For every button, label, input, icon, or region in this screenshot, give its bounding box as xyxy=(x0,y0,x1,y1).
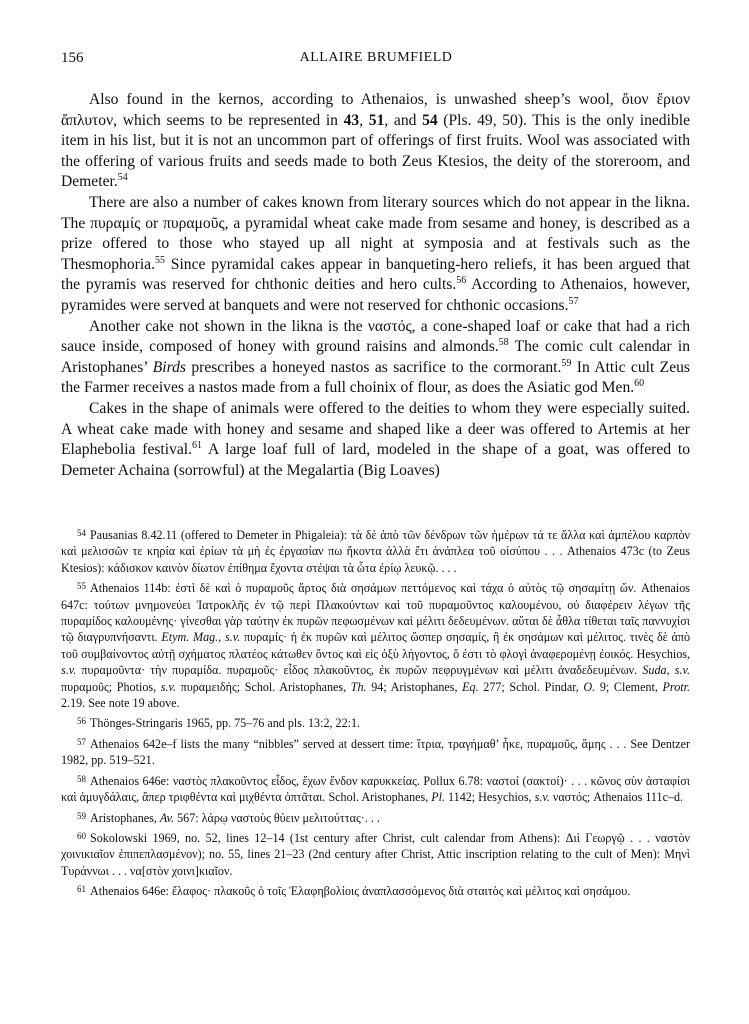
footnote xyxy=(61,734,690,769)
italic-text: O. xyxy=(583,679,596,694)
footnote-number: 54 xyxy=(77,528,86,538)
text-run: Thönges-Stringaris 1965, pp. 75–76 and pls. 13:2, 22:1. xyxy=(90,716,361,731)
bold-text: 43 xyxy=(343,111,360,129)
footnote xyxy=(61,808,690,826)
text-run: 1142; Hesychios, xyxy=(445,790,535,805)
text-run: Another cake not shown in the likna is the ναστός, a cone-shaped loaf or cake that had a rich sauce inside, composed of honey with ground raisins and almonds. xyxy=(61,317,690,356)
text-run: Athenaios 646e: ἔλαφος· πλακοῦς ὁ τοῖς Ἐλαφηβολίοις ἀναπλασσόμενος διὰ σταιτὸς καὶ μέλιτος καὶ σησάμου. xyxy=(90,884,631,899)
text-run: Aristophanes, xyxy=(90,810,160,825)
text-run: A large loaf full of lard, modeled in the shape of a goat, was offered to Demeter Achaina (sorrowful) at the Megalartia (Big Loaves) xyxy=(61,441,690,479)
text-run: πυραμοῦς; Photios, xyxy=(61,679,161,694)
italic-text: Protr. xyxy=(662,679,690,694)
footnotes xyxy=(61,525,690,902)
text-run: πυραμειδής; Schol. Aristophanes, xyxy=(175,679,351,694)
body-paragraph xyxy=(61,90,690,193)
bold-text: 51 xyxy=(368,111,385,129)
text-run: Cakes in the shape of animals were offered to the deities to whom they were especially suited. A wheat cake made with honey and sesame and shaped like a deer was offered to Artemis at her Elaphebolia festival. xyxy=(61,399,690,459)
text-run: According to Athenaios, however, pyramides were served at banquets and were not reserved for chthonic occasions. xyxy=(61,276,691,314)
text-run: In Attic cult Zeus the Farmer receives a nastos made from a full choinix of flour, as does the Asiatic god Men. xyxy=(61,358,690,397)
body-paragraph xyxy=(61,317,690,399)
italic-text: s.v. xyxy=(534,790,550,805)
footnote-number: 55 xyxy=(77,581,86,592)
italic-text: Pl. xyxy=(431,790,446,805)
italic-text: Birds xyxy=(152,358,186,376)
text-run: (Pls. 49, 50). This is the only inedible item in his list, but it is not an uncommon part of offerings of first fruits. Wool was associated with the offering of various fruits and seeds made to both Zeus Ktesios, the deity of the storeroom, and Demeter. xyxy=(61,111,690,191)
text-run: Athenaios 642e–f lists the many “nibbles” served at dessert time: ἴτρια, τραγήμαθ’ ἧκε, πυραμοῦς, ἅμης . . . See Dentzer 1982, pp. 519–521. xyxy=(61,736,690,768)
footnote-number: 57 xyxy=(77,736,86,747)
text-run: 94; Aristophanes, xyxy=(366,679,463,694)
text-run: 277; Schol. Pindar, xyxy=(478,679,584,694)
italic-text: Etym. Mag. xyxy=(161,630,219,645)
text-run: prescribes a honeyed nastos as sacrifice to the cormorant. xyxy=(185,358,562,376)
footnote xyxy=(61,578,690,711)
footnote xyxy=(61,525,690,576)
italic-text: Eq. xyxy=(462,679,479,694)
footnote xyxy=(61,713,690,731)
italic-text: s.v. xyxy=(160,679,176,694)
footnote-number: 61 xyxy=(77,884,86,895)
italic-text: Suda xyxy=(642,663,667,678)
text-run: Athenaios 114b: ἐστὶ δὲ καὶ ὁ πυραμοῦς ἄρτος διὰ σησάμων πεττόμενος καὶ τάχα ὁ αὐτὸς τῷ σησαμίτῃ ὤν. Athenaios 647c: τούτων μνημονεύει Ἰατροκλῆς ἐν τῷ περὶ Πλακούντων καὶ τοῦ πυραμοῦντος καλουμένου, οὐ διαφέρειν λέγων τῆς πυραμίδος καλουμένης· γίνεσθαι γὰρ ταύτην ἐκ πυρῶν πεφωσμένων καὶ μέλιτι δεδευμένων. αὕται δὲ ἆθλα τίθεται ταῖς παννυχίσι τῷ διαγρυπνήσαντι. xyxy=(61,581,690,645)
text-run: 567: λάρῳ ναστοὺς θύειν μελιτούττας·. . . xyxy=(174,810,380,825)
footnote-number: 58 xyxy=(77,773,86,784)
footnote xyxy=(61,771,690,806)
body-paragraph xyxy=(61,193,690,317)
text-run: Sokolowski 1969, no. 52, lines 12–14 (1st century after Christ, cult calendar from Athens): Διὶ Γεωργῷ . . . ναστὸν χοινικιαῖον ἐπιπεπλασμένον); no. 55, lines 21–23 (2nd century after Christ, Attic inscription relating to the cult of Men): Μηνὶ Τυράννωι . . . να[στὸν χοινι]κιαῖον. xyxy=(61,830,690,878)
note-reference: 59 xyxy=(561,357,572,369)
running-head: ALLAIRE BRUMFIELD xyxy=(299,50,453,65)
text-run: πυραμίς· ἡ ἐκ πυρῶν καὶ μέλιτος ὥσπερ σησαμίς, ἢ ἐκ σησάμων καὶ μέλιτος. τινὲς δὲ ἀπὸ τοῦ συμβαίνοντος αὐτῇ σχήματος πλατέος κάτωθεν ὄντος καὶ εἰς ὀξὺ λήγοντος, ὅ ἐστι τὸ φλογὶ ἀναφερομένῃ ἐοικός. Hesychios, xyxy=(61,630,691,661)
note-reference: 56 xyxy=(456,275,467,287)
text-run: 2.19. See note 19 above. xyxy=(61,696,180,711)
note-reference: 61 xyxy=(192,440,203,452)
footnote-number: 59 xyxy=(77,810,86,821)
text-run: There are also a number of cakes known from literary sources which do not appear in the likna. The πυραμίς or πυραμοῦς, a pyramidal wheat cake made from sesame and honey, is described as a prize offered to those who stayed up all night at symposia and at festivals such as the Thesmophoria. xyxy=(61,193,690,273)
page-number: 156 xyxy=(61,50,84,66)
note-reference: 60 xyxy=(634,378,645,390)
text-run: Pausanias 8.42.11 (offered to Demeter in Phigaleia): τὰ δὲ ἀπὸ τῶν δένδρων τῶν ἡμέρων τά τε ἄλλα καὶ ἀμπέλου καρπὸν καὶ μελισσῶν τε κηρία καὶ ἐρίων τὰ μὴ ἐς ἐργασίαν πω ἥκοντα ἀλλὰ ἔτι ἀνάπλεα τοῦ οἰσύπου . . . Athenaios 473c (to Zeus Ktesios): κάδισκον καινὸν δίωτον ἐπίθημα ἔχοντα στέψαι τὰ ὦτα ἐρίῳ λευκῷ. . . . xyxy=(61,528,690,575)
footnote xyxy=(61,828,690,879)
italic-text: s.v. xyxy=(674,663,691,678)
text-run: , xyxy=(359,111,369,129)
text-run: The comic cult calendar in Aristophanes’ xyxy=(61,338,690,376)
note-reference: 57 xyxy=(568,295,579,307)
note-reference: 54 xyxy=(117,172,128,184)
italic-text: s.v. xyxy=(61,663,77,678)
text-run: πυραμοῦντα· τὴν πυραμίδα. πυραμοῦς· εἶδος πλακοῦντος, ἐκ πυρῶν πεφρυγμένων καὶ μέλιτι ἀναδεδευμένων. xyxy=(76,663,643,678)
bold-text: 54 xyxy=(422,111,438,129)
note-reference: 55 xyxy=(154,254,165,266)
text-run: , xyxy=(218,630,226,645)
text-run: , xyxy=(666,663,675,678)
italic-text: Th. xyxy=(350,679,367,694)
text-run: Since pyramidal cakes appear in banqueting-hero reliefs, it has been argued that the pyramis was reserved for chthonic deities and hero cults. xyxy=(61,255,690,294)
italic-text: Av. xyxy=(159,810,175,825)
text-run: ναστός; Athenaios 111c–d. xyxy=(549,790,684,805)
body-text xyxy=(61,90,690,481)
text-run: Athenaios 646e: ναστὸς πλακοῦντος εἶδος, ἔχων ἔνδον καρυκκείας. Pollux 6.78: ναστοί (σακτοί)· . . . κῶνος σὺν ἀσταφίσι καὶ ἀμυγδάλαις, ἅπερ τριφθέντα καὶ μιχθέντα ὀπτᾶται. Schol. Aristophanes, xyxy=(61,773,690,805)
note-reference: 58 xyxy=(498,337,509,349)
footnote-number: 56 xyxy=(77,716,86,727)
page-header xyxy=(61,50,691,72)
footnote xyxy=(61,881,690,899)
text-run: 9; Clement, xyxy=(595,679,663,694)
text-run: Also found in the kernos, according to Athenaios, is unwashed sheep’s wool, ὄιον ἔριον ἄπλυτον, which seems to be represented in xyxy=(61,91,690,129)
footnote-number: 60 xyxy=(77,830,86,841)
text-run: , and xyxy=(384,111,423,129)
italic-text: s.v. xyxy=(225,630,241,645)
body-paragraph xyxy=(61,399,690,481)
